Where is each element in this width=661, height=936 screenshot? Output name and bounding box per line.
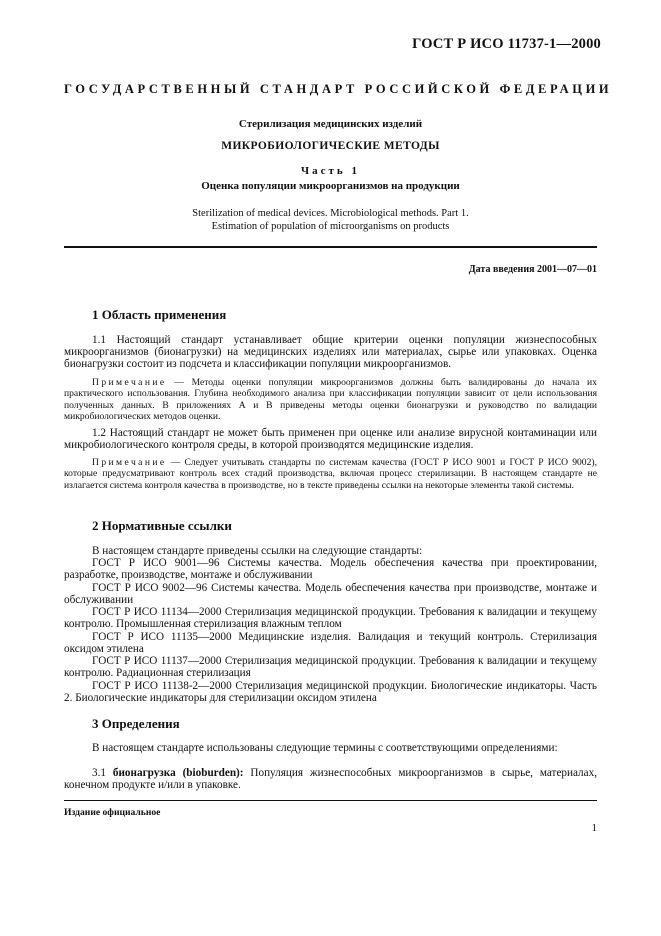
- title-main: Стерилизация медицинских изделий: [238, 118, 423, 130]
- introduction-date: Дата введения 2001—07—01: [468, 264, 597, 275]
- note-text: — Методы оценки популяции микроорганизмов должны быть валидированы до начала их практического использования. Глубина необходимого анализа при классификации популяции зависит от цели использования полученных данных. В приложениях А и В приведены методы оценки бионагрузки и руководство по валидации микробиологических методов оценки.: [64, 377, 597, 423]
- title-english-line2: Estimation of population of microorganisms on products: [211, 221, 450, 232]
- reference-item-1: ГОСТ Р ИСО 9001—96 Системы качества. Модель обеспечения качества при проектировании, разработке, производстве, монтаже и обслуживании: [64, 557, 597, 582]
- reference-item-3: ГОСТ Р ИСО 11134—2000 Стерилизация медицинской продукции. Требования к валидации и текущему контролю. Промышленная стерилизация влажным теплом: [64, 606, 597, 631]
- section-1-paragraph-2: 1.2 Настоящий стандарт не может быть применен при оценке или анализе вирусной контаминации или микробиологического контроля среды, в которой производятся медицинские изделия.: [64, 427, 597, 452]
- definition-text: Популяция жизнеспособных микроорганизмов в сырье, материалах, конечном продукте и/или в упаковке.: [64, 767, 597, 792]
- reference-item-2: ГОСТ Р ИСО 9002—96 Системы качества. Модель обеспечения качества при производстве, монтаже и обслуживании: [64, 582, 597, 607]
- title-part-name: Оценка популяции микроорганизмов на продукции: [201, 180, 460, 192]
- standard-code: ГОСТ Р ИСО 11737-1—2000: [412, 36, 601, 52]
- page-number: 1: [591, 822, 597, 834]
- section-1-note-1: [64, 377, 597, 423]
- section-1-paragraph-1: 1.1 Настоящий стандарт устанавливает общие критерии оценки популяции жизнеспособных микроорганизмов (бионагрузки) на медицинских изделиях или материалах, сырье или упаковках. Оценка бионагрузки состоит из подсчета и классификации популяции микроорганизмов.: [64, 334, 597, 371]
- section-3-heading: 3 Определения: [92, 716, 180, 731]
- reference-item-5: ГОСТ Р ИСО 11137—2000 Стерилизация медицинской продукции. Требования к валидации и текущему контролю. Радиационная стерилизация: [64, 655, 597, 680]
- section-2-heading: 2 Нормативные ссылки: [92, 518, 232, 533]
- note-label: Примечание: [92, 377, 167, 388]
- section-3-intro: В настоящем стандарте использованы следующие термины с соответствующими определениями:: [92, 742, 558, 754]
- note-text: — Следует учитывать стандарты по системам качества (ГОСТ Р ИСО 9001 и ГОСТ Р ИСО 9002), которые предусматривают контроль всех стадий производства, включая процесс стерилизации. В настоящем стандарте не излагается система контроля качества в производстве, но в тексте приведены ссылки на некоторые элементы такой системы.: [64, 457, 597, 491]
- title-english-line1: Sterilization of medical devices. Microbiological methods. Part 1.: [192, 208, 469, 219]
- title-method: МИКРОБИОЛОГИЧЕСКИЕ МЕТОДЫ: [221, 140, 440, 152]
- title-part: Часть 1: [301, 165, 360, 177]
- note-label: Примечание: [92, 457, 167, 468]
- definition-number: 3.1: [92, 767, 113, 779]
- title-english: [64, 207, 597, 233]
- section-1-note-2: [64, 457, 597, 491]
- reference-item-4: ГОСТ Р ИСО 11135—2000 Медицинские изделия. Валидация и текущий контроль. Стерилизация оксидом этилена: [64, 631, 597, 656]
- section-2-intro: В настоящем стандарте приведены ссылки на следующие стандарты:: [92, 545, 423, 557]
- section-1-heading: 1 Область применения: [92, 307, 227, 322]
- footer-divider: [64, 800, 597, 801]
- definition-3-1: [64, 767, 597, 791]
- definition-term: бионагрузка (bioburden):: [112, 767, 244, 779]
- organization-title: ГОСУДАРСТВЕННЫЙ СТАНДАРТ РОССИЙСКОЙ ФЕДЕРАЦИИ: [64, 82, 613, 96]
- reference-item-6: ГОСТ Р ИСО 11138-2—2000 Стерилизация медицинской продукции. Биологические индикаторы. Часть 2. Биологические индикаторы для стерилизации оксидом этилена: [64, 680, 597, 705]
- title-divider: [64, 246, 597, 248]
- edition-label: Издание официальное: [64, 807, 161, 818]
